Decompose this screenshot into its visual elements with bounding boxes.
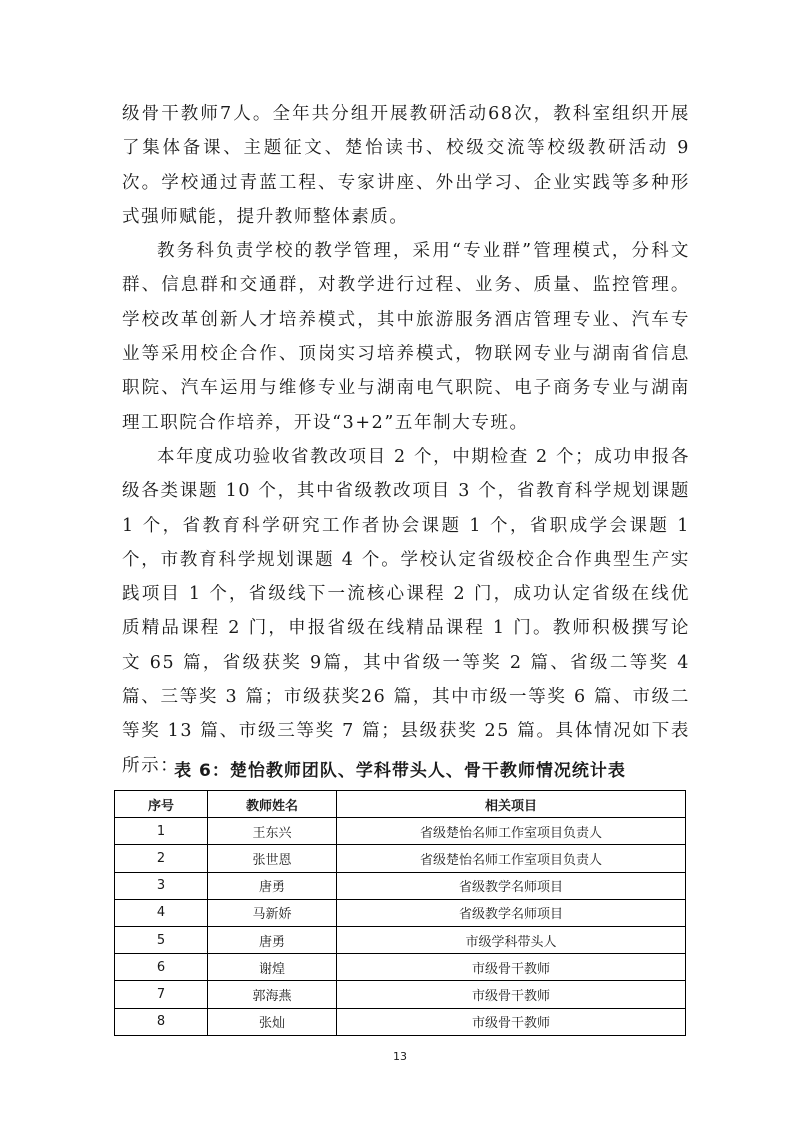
- body-text: [122, 97, 690, 783]
- table-row: [115, 1008, 686, 1035]
- cell-teacher-name: 马新娇: [208, 899, 337, 926]
- paragraph: 本年度成功验收省教改项目 2 个，中期检查 2 个；成功申报各级各类课题 10 个，其中省级教改项目 3 个，省教育科学规划课题 1 个，省教育科学研究工作者协会课题 1 个，省职成学会课题 1 个，市教育科学规划课题 4 个。学校认定省级校企合作典型生产实践项目 1 个，省级线下一流核心课程 2 门，成功认定省级在线优质精品课程 2 门，申报省级在线精品课程 1 门。教师积极撰写论文 65 篇，省级获奖 9篇，其中省级一等奖 2 篇、省级二等奖 4 篇、三等奖 3 篇；市级获奖26 篇，其中市级一等奖 6 篇、市级二等奖 13 篇、市级三等奖 7 篇；县级获奖 25 篇。具体情况如下表所示：: [122, 446, 690, 776]
- column-header-project: 相关项目: [337, 791, 686, 818]
- cell-project: 市级骨干教师: [337, 954, 686, 981]
- cell-number: 3: [115, 872, 208, 899]
- cell-project: 省级教学名师项目: [337, 899, 686, 926]
- cell-teacher-name: 王东兴: [208, 818, 337, 845]
- cell-project: 省级楚怡名师工作室项目负责人: [337, 845, 686, 872]
- table-row: [115, 872, 686, 899]
- cell-number: 4: [115, 899, 208, 926]
- cell-project: 省级教学名师项目: [337, 872, 686, 899]
- table-row: [115, 899, 686, 926]
- table-row: [115, 981, 686, 1008]
- table-row: [115, 818, 686, 845]
- teacher-stats-table: [114, 790, 686, 1036]
- table-row: [115, 926, 686, 953]
- cell-project: 省级楚怡名师工作室项目负责人: [337, 818, 686, 845]
- cell-number: 7: [115, 981, 208, 1008]
- page-number: 13: [393, 1050, 407, 1063]
- table-row: [115, 845, 686, 872]
- cell-project: 市级学科带头人: [337, 926, 686, 953]
- cell-teacher-name: 张灿: [208, 1008, 337, 1035]
- paragraph: 级骨干教师7人。全年共分组开展教研活动68次，教科室组织开展了集体备课、主题征文、楚怡读书、校级交流等校级教研活动 9 次。学校通过青蓝工程、专家讲座、外出学习、企业实践等多种形式强师赋能，提升教师整体素质。: [122, 104, 690, 227]
- cell-number: 2: [115, 845, 208, 872]
- table-title: 表 6：楚怡教师团队、学科带头人、骨干教师情况统计表: [174, 761, 626, 781]
- cell-number: 5: [115, 926, 208, 953]
- cell-teacher-name: 郭海燕: [208, 981, 337, 1008]
- cell-number: 1: [115, 818, 208, 845]
- paragraph: 教务科负责学校的教学管理，采用“专业群”管理模式，分科文群、信息群和交通群，对教学进行过程、业务、质量、监控管理。学校改革创新人才培养模式，其中旅游服务酒店管理专业、汽车专业等采用校企合作、顶岗实习培养模式，物联网专业与湖南省信息职院、汽车运用与维修专业与湖南电气职院、电子商务专业与湖南理工职院合作培养，开设“3+2”五年制大专班。: [122, 241, 690, 433]
- table-header-row: [115, 791, 686, 818]
- cell-teacher-name: 张世恩: [208, 845, 337, 872]
- column-header-number: 序号: [115, 791, 208, 818]
- cell-teacher-name: 谢煌: [208, 954, 337, 981]
- column-header-teacher-name: 教师姓名: [208, 791, 337, 818]
- cell-teacher-name: 唐勇: [208, 872, 337, 899]
- cell-project: 市级骨干教师: [337, 981, 686, 1008]
- cell-number: 6: [115, 954, 208, 981]
- cell-project: 市级骨干教师: [337, 1008, 686, 1035]
- table-row: [115, 954, 686, 981]
- cell-teacher-name: 唐勇: [208, 926, 337, 953]
- cell-number: 8: [115, 1008, 208, 1035]
